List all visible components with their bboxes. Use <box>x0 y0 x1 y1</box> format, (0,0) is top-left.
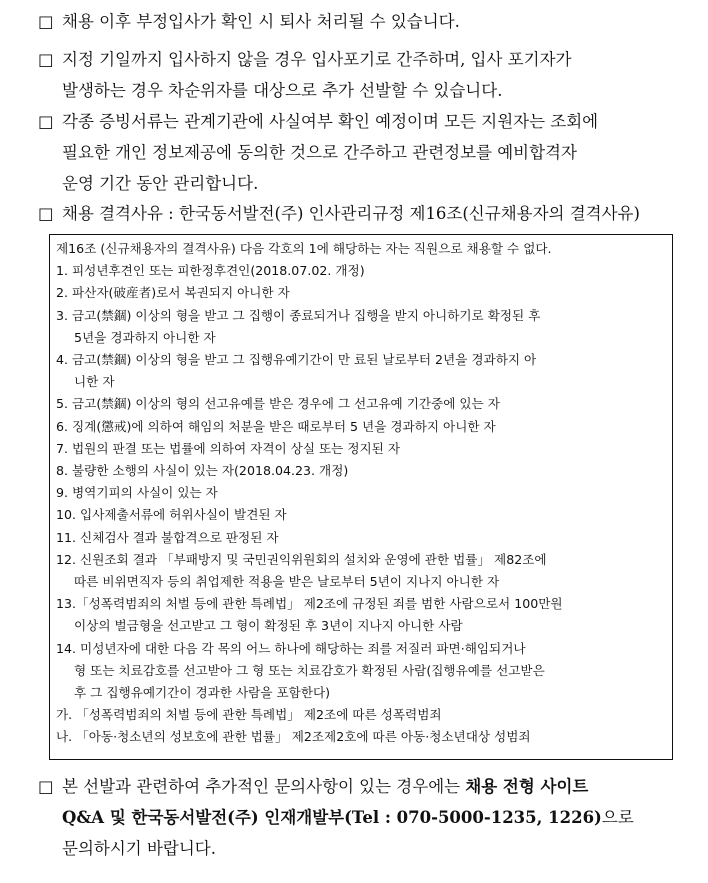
contact-line-3: 문의하시기 바랍니다. <box>62 839 216 858</box>
regulation-item-continued: 형 또는 치료감호를 선고받아 그 형 또는 치료감호가 확정된 사람(집행유예를 선고받은 <box>74 662 545 678</box>
regulation-item: 6. 징계(懲戒)에 의하여 해임의 처분을 받은 때로부터 5 년을 경과하지 아니한 자 <box>56 418 496 434</box>
notice-line: 각종 증빙서류는 관계기관에 사실여부 확인 예정이며 모든 지원자는 조회에 <box>62 112 599 131</box>
regulation-item: 1. 피성년후견인 또는 피한정후견인(2018.07.02. 개정) <box>56 263 365 279</box>
regulation-item: 9. 병역기피의 사실이 있는 자 <box>56 485 218 501</box>
checkbox-bullet-icon: □ <box>38 50 54 69</box>
regulation-item: 4. 금고(禁錮) 이상의 형을 받고 그 집행유예기간이 만 료된 날로부터 2년을 경과하지 아 <box>56 352 537 368</box>
notice-line: 채용 결격사유 : 한국동서발전(주) 인사관리규정 제16조(신규채용자의 결격사유) <box>62 204 640 223</box>
checkbox-bullet-icon: □ <box>38 12 54 31</box>
contact-line-2 <box>62 802 683 833</box>
notice-line: 지정 기일까지 입사하지 않을 경우 입사포기로 간주하며, 입사 포기자가 <box>62 50 572 69</box>
regulation-item: 14. 미성년자에 대한 다음 각 목의 어느 하나에 해당하는 죄를 저질러 파면·해임되거나 <box>56 640 526 656</box>
contact-department-text: Q&A 및 한국동서발전(주) 인재개발부(Tel : 070-5000-1235, 1226) <box>62 808 602 827</box>
regulation-subitem: 나. 「아동·청소년의 성보호에 관한 법률」 제2조제2호에 따른 아동·청소년대상 성범죄 <box>56 729 531 745</box>
notice-line: 채용 이후 부정입사가 확인 시 퇴사 처리될 수 있습니다. <box>62 12 460 31</box>
regulation-item: 11. 신체검사 결과 불합격으로 판정된 자 <box>56 529 279 545</box>
notice-no-show <box>38 44 683 106</box>
notice-document-verification <box>38 106 683 199</box>
notice-disqualification <box>38 198 683 229</box>
regulation-item-continued: 니한 자 <box>74 374 115 390</box>
notice-line: 발생하는 경우 차순위자를 대상으로 추가 선발할 수 있습니다. <box>62 81 503 100</box>
regulation-item-continued: 이상의 벌금형을 선고받고 그 형이 확정된 후 3년이 지나지 아니한 사람 <box>74 618 463 634</box>
regulation-item: 13.「성폭력범죄의 처벌 등에 관한 특례법」 제2조에 규정된 죄를 범한 사람으로서 100만원 <box>56 596 563 612</box>
regulation-item: 7. 법원의 판결 또는 법률에 의하여 자격이 상실 또는 정지된 자 <box>56 440 401 456</box>
notice-line: 필요한 개인 정보제공에 동의한 것으로 간주하고 관련정보를 예비합격자 <box>62 143 577 162</box>
contact-text: 본 선발과 관련하여 추가적인 문의사항이 있는 경우에는 <box>62 777 466 796</box>
regulation-item-continued: 후 그 집행유예기간이 경과한 사람을 포함한다) <box>74 685 331 701</box>
regulation-item: 12. 신원조회 결과 「부패방지 및 국민권익위원회의 설치와 운영에 관한 법률」 제82조에 <box>56 551 547 567</box>
recruitment-site-text: 채용 전형 사이트 <box>465 777 589 796</box>
regulation-item-continued: 따른 비위면직자 등의 취업제한 적용을 받은 날로부터 5년이 지나지 아니한 자 <box>74 574 500 590</box>
checkbox-bullet-icon: □ <box>38 777 54 796</box>
notice-contact <box>38 771 683 864</box>
checkbox-bullet-icon: □ <box>38 112 54 131</box>
regulation-item: 3. 금고(禁錮) 이상의 형을 받고 그 집행이 종료되거나 집행을 받지 아니하기로 확정된 후 <box>56 307 541 323</box>
contact-text: 으로 <box>601 808 634 827</box>
regulation-box <box>49 234 673 760</box>
regulation-item: 10. 입사제출서류에 허위사실이 발견된 자 <box>56 507 287 523</box>
checkbox-bullet-icon: □ <box>38 204 54 223</box>
notice-dismissal <box>38 6 683 37</box>
contact-line-1 <box>62 771 683 802</box>
regulation-item: 5. 금고(禁錮) 이상의 형의 선고유예를 받은 경우에 그 선고유예 기간중에 있는 자 <box>56 396 500 412</box>
regulation-item: 2. 파산자(破産者)로서 복권되지 아니한 자 <box>56 285 290 301</box>
regulation-item-continued: 5년을 경과하지 아니한 자 <box>74 329 216 345</box>
regulation-header: 제16조 (신규채용자의 결격사유) 다음 각호의 1에 해당하는 자는 직원으로 채용할 수 없다. <box>56 241 552 256</box>
regulation-subitem: 가. 「성폭력범죄의 처벌 등에 관한 특례법」 제2조에 따른 성폭력범죄 <box>56 707 442 723</box>
regulation-item: 8. 불량한 소행의 사실이 있는 자(2018.04.23. 개정) <box>56 463 349 479</box>
notice-line: 운영 기간 동안 관리합니다. <box>62 174 259 193</box>
